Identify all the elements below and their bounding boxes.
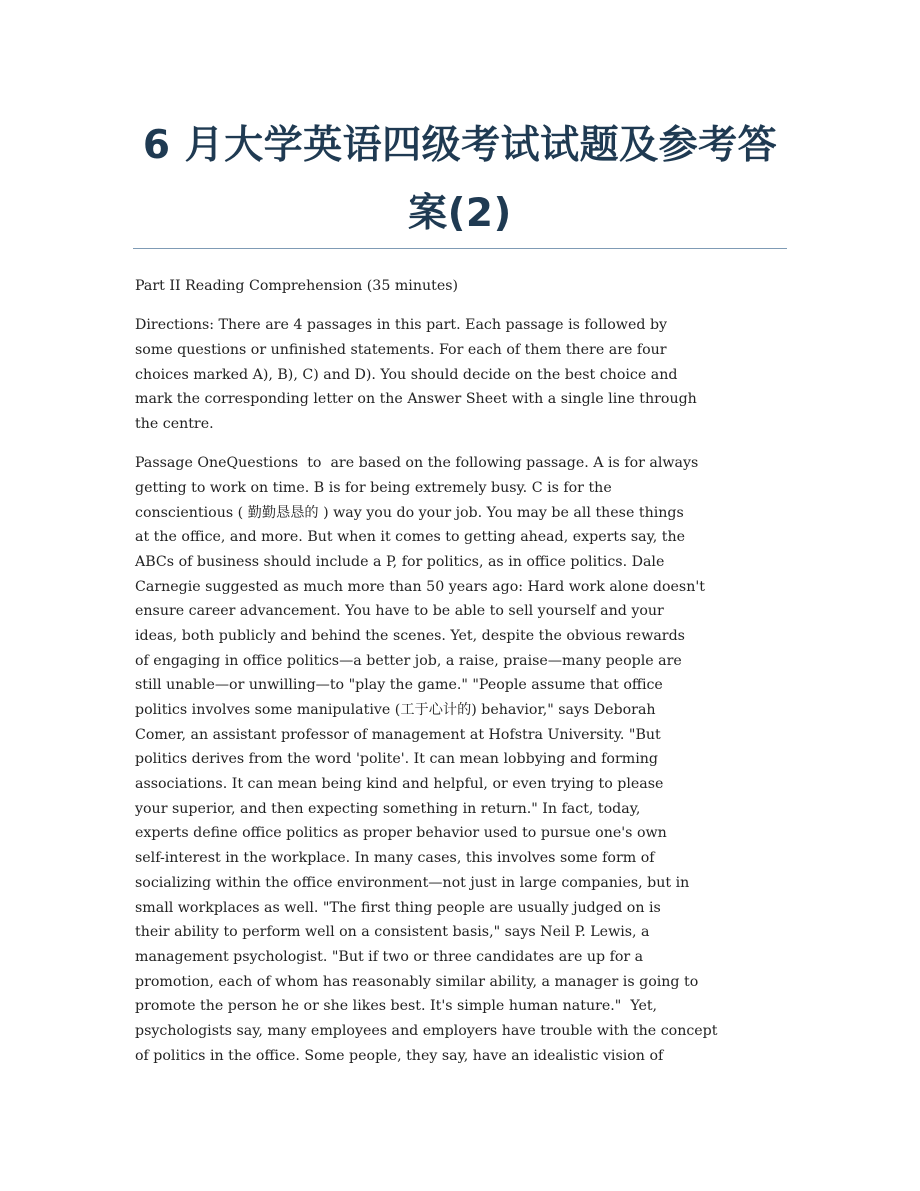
text-line: still unable—or unwilling—to "play the game." "People assume that office [135,677,663,694]
text-line: Passage OneQuestions to are based on the following passage. A is for always [135,455,699,472]
text-line: the centre. [135,415,214,432]
text-line: management psychologist. "But if two or three candidates are up for a [135,948,644,965]
text-line: your superior, and then expecting something in return." In fact, today, [135,800,641,817]
text-line: their ability to perform well on a consistent basis," says Neil P. Lewis, a [135,924,650,941]
text-line: conscientious ( 勤勤恳恳的 ) way you do your job. You may be all these things [135,504,684,521]
text-line: associations. It can mean being kind and helpful, or even trying to please [135,776,664,793]
part-heading [135,274,785,299]
text-line: ensure career advancement. You have to be able to sell yourself and your [135,603,664,620]
document-body [135,274,785,1083]
text-line: mark the corresponding letter on the Answer Sheet with a single line through [135,391,697,408]
text-line: Comer, an assistant professor of management at Hofstra University. "But [135,726,661,743]
text-line: of engaging in office politics—a better job, a raise, praise—many people are [135,652,682,669]
text-line: choices marked A), B), C) and D). You should decide on the best choice and [135,366,678,383]
text-line: getting to work on time. B is for being extremely busy. C is for the [135,479,612,496]
text-line: promotion, each of whom has reasonably similar ability, a manager is going to [135,973,699,990]
text-line: at the office, and more. But when it comes to getting ahead, experts say, the [135,529,686,546]
title-line-1: 6 月大学英语四级考试试题及参考答 [142,123,778,168]
text-line: some questions or unfinished statements. For each of them there are four [135,341,667,358]
text-line: ideas, both publicly and behind the scenes. Yet, despite the obvious rewards [135,627,685,644]
text-line: ABCs of business should include a P, for politics, as in office politics. Dale [135,553,665,570]
text-line: politics derives from the word 'polite'. It can mean lobbying and forming [135,751,658,768]
passage-one [135,451,785,1068]
title-divider [133,248,787,249]
directions [135,313,785,436]
text-line: Part II Reading Comprehension (35 minutes) [135,278,459,294]
text-line: Carnegie suggested as much more than 50 years ago: Hard work alone doesn't [135,578,705,595]
text-line: experts define office politics as proper behavior used to pursue one's own [135,825,667,842]
text-line: self-interest in the workplace. In many cases, this involves some form of [135,850,655,867]
text-line: socializing within the office environment—not just in large companies, but in [135,874,690,891]
text-line: Directions: There are 4 passages in this part. Each passage is followed by [135,317,668,334]
text-line: small workplaces as well. "The first thing people are usually judged on is [135,899,661,916]
text-line: of politics in the office. Some people, they say, have an idealistic vision of [135,1047,664,1064]
text-line: politics involves some manipulative (工于心计的) behavior," says Deborah [135,702,656,718]
text-line: promote the person he or she likes best. It's simple human nature." Yet, [135,998,658,1015]
text-line: psychologists say, many employees and employers have trouble with the concept [135,1022,718,1039]
document-title [133,112,787,248]
title-line-2: 案(2) [408,191,512,236]
